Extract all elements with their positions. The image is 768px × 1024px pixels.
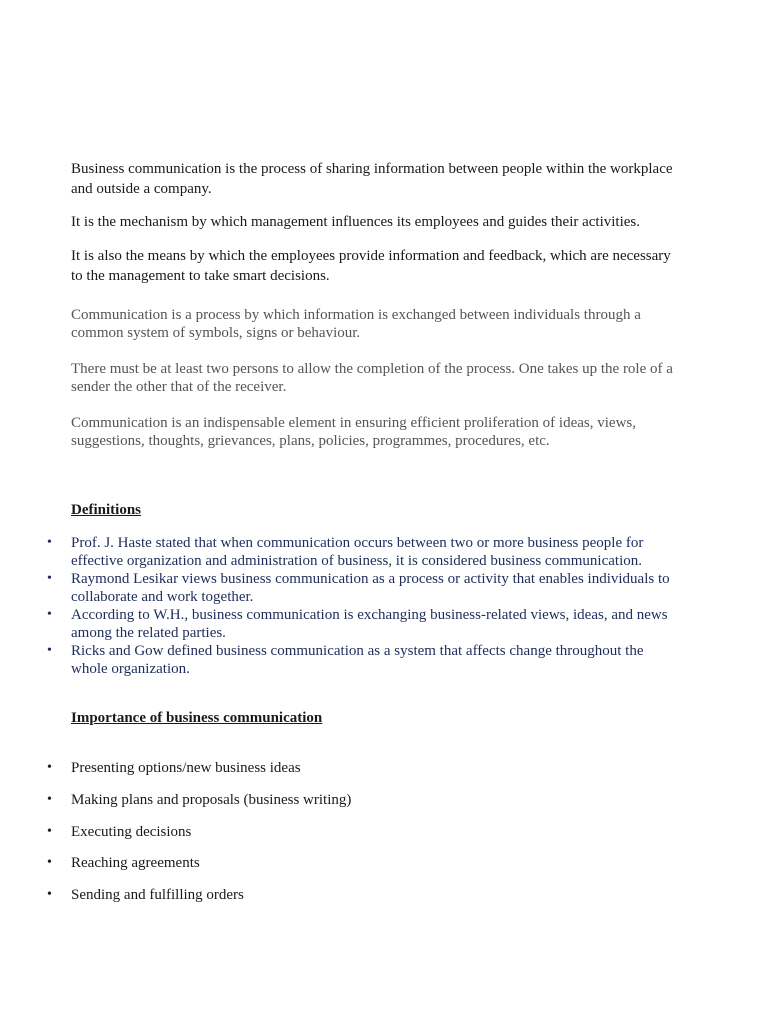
intro-paragraph-3: It is also the means by which the employees provide information and feedback, which are necessary to the management to take smart decisions. (71, 248, 671, 284)
importance-heading: Importance of business communication (71, 710, 323, 726)
importance-text: Making plans and proposals (business writing) (71, 791, 352, 808)
description-paragraph-1: Communication is a process by which information is exchanged between individuals through a common system of symbols, signs or behaviour. (71, 307, 641, 341)
list-item (47, 534, 671, 570)
bullet-icon: • (47, 571, 52, 586)
list-item (47, 790, 671, 822)
bullet-icon: • (47, 887, 52, 903)
intro-paragraph-1: Business communication is the process of sharing information between people within the workplace and outside a company. (71, 161, 673, 197)
importance-text: Sending and fulfilling orders (71, 887, 244, 904)
list-item (47, 642, 671, 678)
bullet-icon: • (47, 855, 52, 871)
list-item (47, 853, 671, 885)
list-item (47, 822, 671, 854)
importance-list (0, 758, 768, 917)
definition-text: Ricks and Gow defined business communication as a system that affects change throughout the whole organization. (71, 643, 644, 677)
list-item (47, 885, 671, 917)
definitions-list (0, 534, 768, 678)
definition-text: Prof. J. Haste stated that when communication occurs between two or more business people for effective organization and administration of business, it is considered business communication. (71, 535, 644, 569)
bullet-icon: • (47, 643, 52, 658)
importance-text: Presenting options/new business ideas (71, 760, 301, 776)
bullet-icon: • (47, 823, 52, 839)
list-item (47, 570, 671, 606)
list-item (47, 606, 671, 642)
intro-paragraph-2: It is the mechanism by which management influences its employees and guides their activities. (71, 214, 641, 230)
list-item (47, 758, 671, 790)
definitions-heading: Definitions (71, 502, 142, 518)
description-paragraph-3: Communication is an indispensable element in ensuring efficient proliferation of ideas, views, suggestions, thoughts, grievances, plans, policies, programmes, procedures, etc. (71, 415, 636, 449)
bullet-icon: • (47, 535, 52, 550)
importance-text: Reaching agreements (71, 855, 200, 872)
bullet-icon: • (47, 760, 52, 775)
definition-text: Raymond Lesikar views business communication as a process or activity that enables individuals to collaborate and work together. (71, 571, 670, 605)
description-paragraph-2: There must be at least two persons to allow the completion of the process. One takes up the role of a sender the other that of the receiver. (71, 361, 673, 395)
importance-text: Executing decisions (71, 823, 192, 840)
bullet-icon: • (47, 791, 52, 807)
definition-text: According to W.H., business communication is exchanging business-related views, ideas, and news among the related parties. (71, 607, 668, 641)
bullet-icon: • (47, 607, 52, 622)
